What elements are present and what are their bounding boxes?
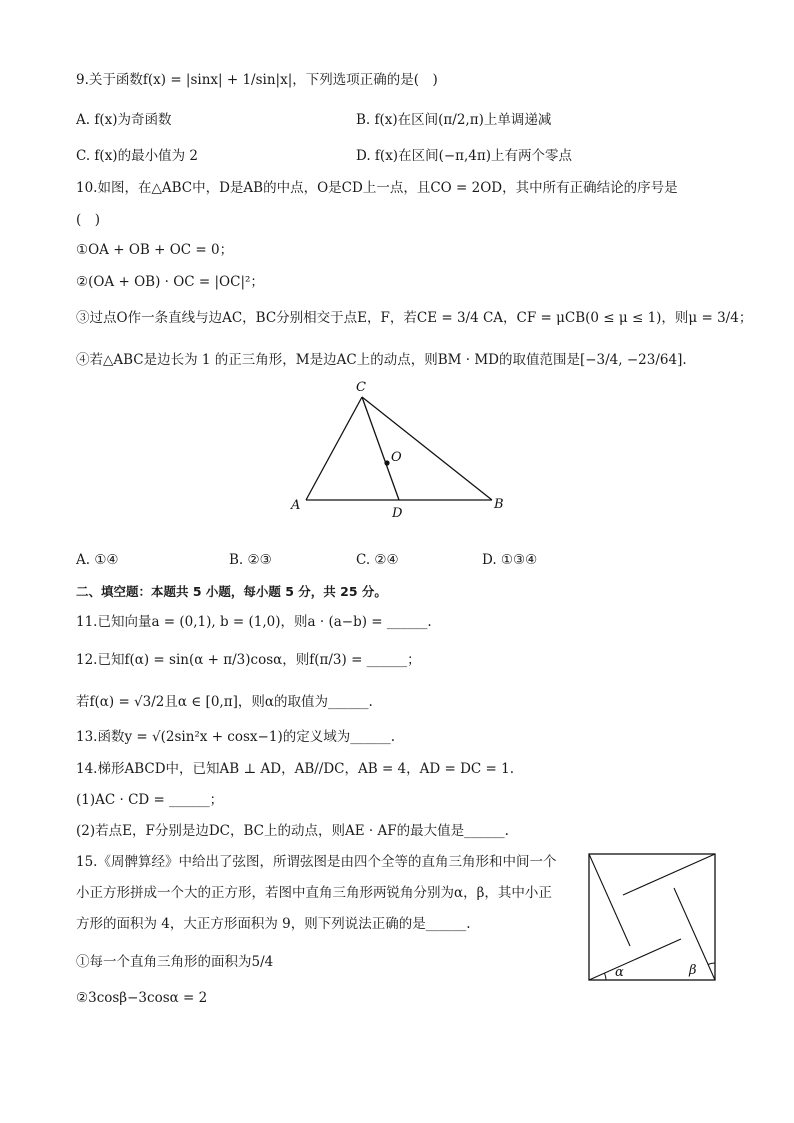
outer-square — [589, 854, 715, 980]
q9-stem: 9.关于函数f(x) = |sinx| + 1/sin|x|，下列选项正确的是( ) — [76, 72, 438, 88]
q15-option-2: ②3cosβ−3cosα = 2 — [76, 990, 208, 1006]
q14-stem: 14.梯形ABCD中，已知AB ⊥ AD，AB//DC，AB = 4，AD = DC = 1. — [76, 761, 515, 777]
label-o: O — [391, 450, 402, 465]
q10-statement-4: ④若△ABC是边长为 1 的正三角形，M是边AC上的动点，则BM · MD的取值范围是[−3/4, −23/64]. — [76, 352, 687, 368]
q10-statement-2: ②(OA + OB) · OC = |OC|²； — [76, 274, 264, 290]
hypotenuse-diagram — [588, 853, 718, 983]
label-c: C — [356, 380, 366, 395]
label-b: B — [494, 497, 504, 512]
q9-option-d: D. f(x)在区间(−π,4π)上有两个零点 — [356, 148, 573, 164]
edge-ca — [306, 397, 362, 500]
q10-statement-3: ③过点O作一条直线与边AC，BC分别相交于点E，F，若CE = 3/4 CA，CF = μCB(0 ≤ μ ≤ 1)，则μ = 3/4； — [76, 310, 753, 326]
q13: 13.函数y = √(2sin²x + cosx−1)的定义域为______. — [76, 729, 395, 745]
label-a: A — [291, 498, 301, 513]
label-alpha: α — [615, 965, 624, 980]
q9-option-c: C. f(x)的最小值为 2 — [76, 148, 198, 164]
q15-line-2: 小正方形拼成一个大的正方形，若图中直角三角形两锐角分别为α，β，其中小正 — [76, 885, 552, 901]
q15-option-1: ①每一个直角三角形的面积为5/4 — [76, 954, 274, 970]
q10-paren: ( ) — [76, 212, 101, 228]
label-beta: β — [689, 963, 697, 978]
q10-option-d: D. ①③④ — [482, 552, 538, 568]
q10-option-a: A. ①④ — [76, 552, 119, 568]
q9-option-a: A. f(x)为奇函数 — [76, 112, 172, 128]
q11: 11.已知向量a = (0,1), b = (1,0)，则a · (a−b) = ______. — [76, 614, 432, 630]
section-heading: 二、填空题：本题共 5 小题，每小题 5 分，共 25 分。 — [76, 584, 387, 599]
q10-option-b: B. ②③ — [229, 552, 272, 568]
q15-line-1: 15.《周髀算经》中给出了弦图，所谓弦图是由四个全等的直角三角形和中间一个 — [76, 854, 557, 870]
label-d: D — [392, 506, 403, 521]
point-o — [384, 460, 389, 465]
q10-option-c: C. ②④ — [356, 552, 399, 568]
edge-cb — [362, 397, 492, 500]
q15-line-3: 方形的面积为 4，大正方形面积为 9，则下列说法正确的是______. — [76, 916, 471, 932]
q10-stem: 10.如图，在△ABC中，D是AB的中点，O是CD上一点，且CO = 2OD，其中所有正确结论的序号是 — [76, 180, 678, 196]
q12-line-2: 若f(α) = √3/2且α ∈ [0,π]，则α的取值为______. — [76, 694, 373, 710]
q10-statement-1: ①OA + OB + OC = 0； — [76, 242, 234, 258]
q9-option-b: B. f(x)在区间(π/2,π)上单调递减 — [356, 112, 552, 128]
q12-line-1: 12.已知f(α) = sin(α + π/3)cosα，则f(π/3) = ______； — [76, 652, 421, 668]
q14-part-2: (2)若点E，F分别是边DC，BC上的动点，则AE · AF的最大值是______. — [76, 823, 509, 839]
q14-part-1: (1)AC · CD = ______； — [76, 792, 224, 808]
triangle-figure — [280, 375, 520, 525]
